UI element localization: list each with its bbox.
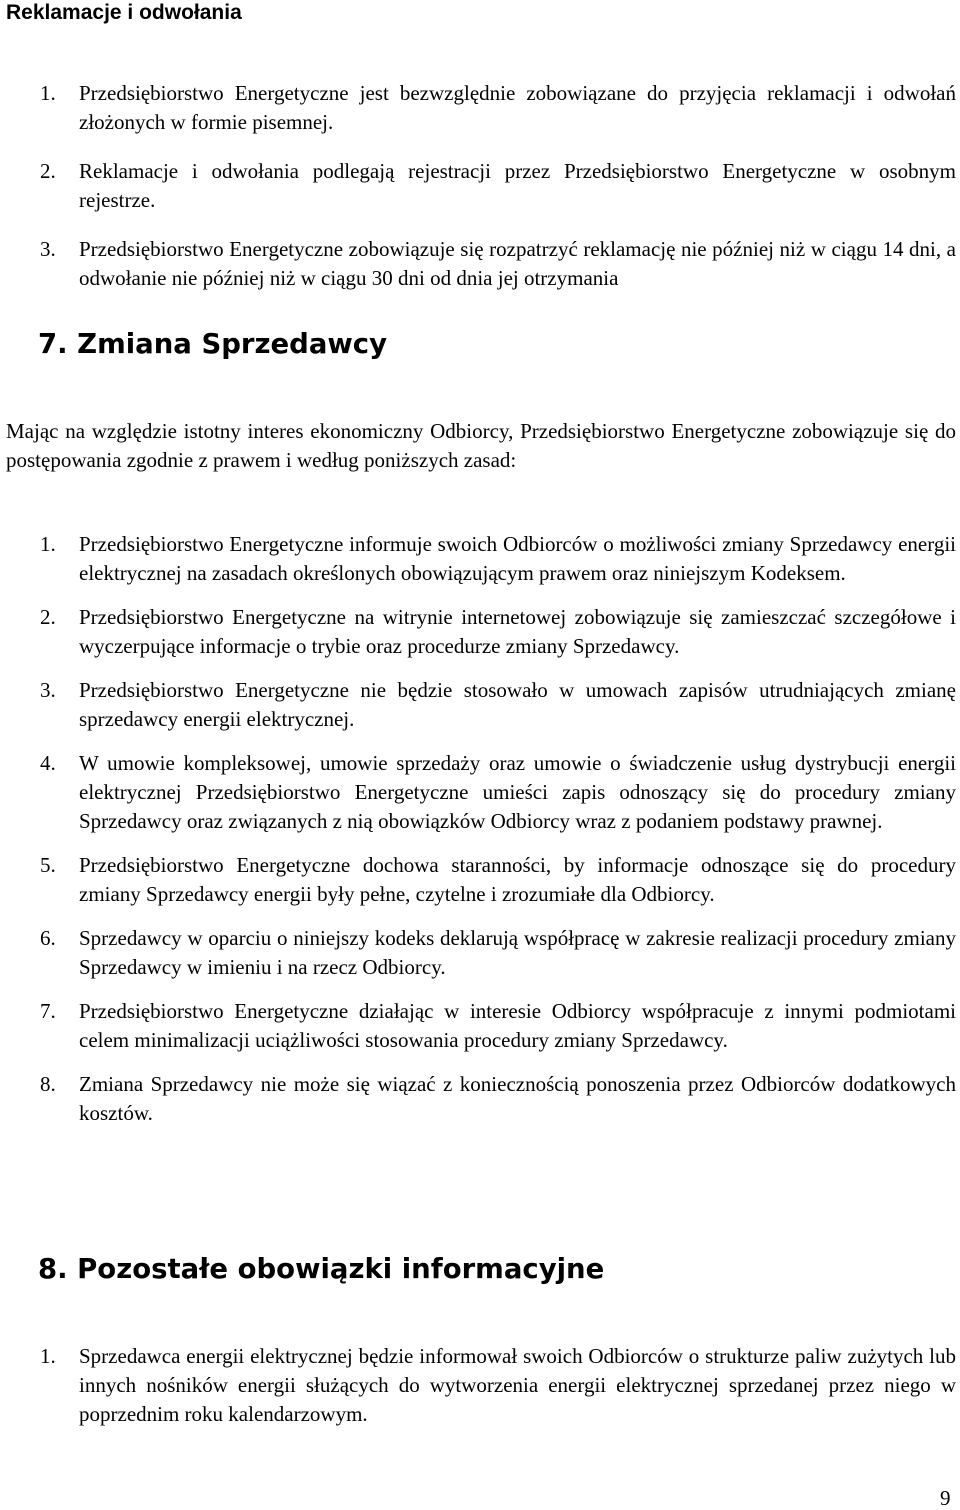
list-item xyxy=(0,157,956,215)
list-item-text: Przedsiębiorstwo Energetyczne dochowa staranności, by informacje odnoszące się do procedury zmiany Sprzedawcy energii były pełne, czytelne i zrozumiałe dla Odbiorcy. xyxy=(79,853,956,906)
list-item xyxy=(0,235,956,293)
section-title-reklamacje: Reklamacje i odwołania xyxy=(6,1,242,24)
list-item-number: 1. xyxy=(40,532,56,556)
section-intro-paragraph: Mając na względzie istotny interes ekonomiczny Odbiorcy, Przedsiębiorstwo Energetyczne zobowiązuje się do postępowania zgodnie z prawem i według poniższych zasad: xyxy=(6,419,956,472)
list-item xyxy=(0,749,956,836)
list-item-number: 3. xyxy=(40,237,56,261)
list-item-text: Przedsiębiorstwo Energetyczne działając w interesie Odbiorcy współpracuje z innymi podmiotami celem minimalizacji uciążliwości stosowania procedury zmiany Sprzedawcy. xyxy=(79,999,956,1052)
zmiana-sprzedawcy-list xyxy=(0,530,956,1128)
list-item xyxy=(0,997,956,1055)
list-item-text: Sprzedawcy w oparciu o niniejszy kodeks deklarują współpracę w zakresie realizacji procedury zmiany Sprzedawcy w imieniu i na rzecz Odbiorcy. xyxy=(79,926,956,979)
page-number: 9 xyxy=(940,1486,951,1510)
section-heading-pozostale-obowiazki: 8. Pozostałe obowiązki informacyjne xyxy=(38,1253,605,1285)
list-item xyxy=(0,79,956,137)
reklamacje-list xyxy=(0,79,956,293)
list-item-number: 4. xyxy=(40,751,56,775)
list-item xyxy=(0,851,956,909)
list-item-text: Zmiana Sprzedawcy nie może się wiązać z koniecznością ponoszenia przez Odbiorców dodatkowych kosztów. xyxy=(79,1072,956,1125)
list-item xyxy=(0,530,956,588)
list-item-text: Sprzedawca energii elektrycznej będzie informował swoich Odbiorców o strukturze paliw zużytych lub innych nośników energii służących do wytworzenia energii elektrycznej sprzedanej przez niego w poprzednim roku kalendarzowym. xyxy=(79,1344,956,1426)
section-heading-zmiana-sprzedawcy: 7. Zmiana Sprzedawcy xyxy=(38,328,388,360)
list-item-number: 3. xyxy=(40,678,56,702)
list-item-text: Przedsiębiorstwo Energetyczne informuje swoich Odbiorców o możliwości zmiany Sprzedawcy energii elektrycznej na zasadach określonych obowiązującym prawem oraz niniejszym Kodeksem. xyxy=(79,532,956,585)
list-item-number: 1. xyxy=(40,1344,56,1368)
list-item xyxy=(0,1342,956,1429)
pozostale-obowiazki-list xyxy=(0,1342,956,1429)
list-item xyxy=(0,924,956,982)
list-item-number: 8. xyxy=(40,1072,56,1096)
list-item-number: 1. xyxy=(40,81,56,105)
list-item-text: Przedsiębiorstwo Energetyczne na witrynie internetowej zobowiązuje się zamieszczać szczegółowe i wyczerpujące informacje o trybie oraz procedurze zmiany Sprzedawcy. xyxy=(79,605,956,658)
list-item-text: Przedsiębiorstwo Energetyczne nie będzie stosowało w umowach zapisów utrudniających zmianę sprzedawcy energii elektrycznej. xyxy=(79,678,956,731)
list-item xyxy=(0,603,956,661)
list-item-number: 2. xyxy=(40,605,56,629)
list-item-text: Przedsiębiorstwo Energetyczne jest bezwzględnie zobowiązane do przyjęcia reklamacji i odwołań złożonych w formie pisemnej. xyxy=(79,81,956,134)
list-item-text: Reklamacje i odwołania podlegają rejestracji przez Przedsiębiorstwo Energetyczne w osobnym rejestrze. xyxy=(79,159,956,212)
list-item-number: 2. xyxy=(40,159,56,183)
list-item xyxy=(0,676,956,734)
list-item-text: W umowie kompleksowej, umowie sprzedaży oraz umowie o świadczenie usług dystrybucji energii elektrycznej Przedsiębiorstwo Energetyczne umieści zapis odnoszący się do procedury zmiany Sprzedawcy oraz związanych z nią obowiązków Odbiorcy wraz z podaniem podstawy prawnej. xyxy=(79,751,956,833)
list-item-text: Przedsiębiorstwo Energetyczne zobowiązuje się rozpatrzyć reklamację nie później niż w ciągu 14 dni, a odwołanie nie później niż w ciągu 30 dni od dnia jej otrzymania xyxy=(79,237,956,290)
list-item-number: 5. xyxy=(40,853,56,877)
list-item xyxy=(0,1070,956,1128)
list-item-number: 6. xyxy=(40,926,56,950)
list-item-number: 7. xyxy=(40,999,56,1023)
